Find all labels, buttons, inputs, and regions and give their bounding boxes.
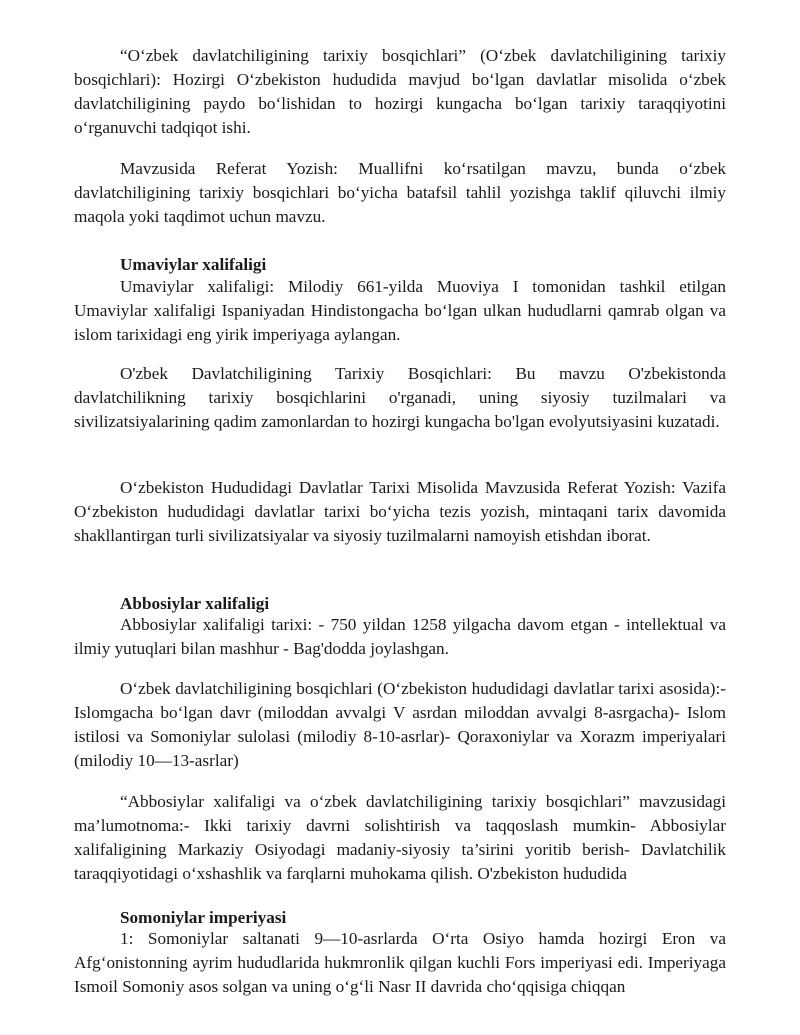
paragraph-bosqichlar: O‘zbek davlatchiligining bosqichlari (O‘zbekiston hududidagi davlatlar tarixi asosida):- Islomgacha bo‘lgan davr (miloddan avvalgi V asrdan miloddan avvalgi 8-asrgacha)- Islom istilosi va Somoniylar sulolasi (milodiy 8-10-asrlar)- Qoraxoniylar va Xorazm imperiyalari (milodiy 10—13-asrlar) — [74, 679, 726, 770]
paragraph-hududidagi-davlatlar: O‘zbekiston Hududidagi Davlatlar Tarixi Misolida Mavzusida Referat Yozish: Vazifa O‘zbekiston hududidagi davlatlar tarixi bo‘yicha tezis yozish, mintaqani tarix davomida shakllantirgan turli sivilizatsiyalar va siyosiy tuzilmalarni namoyish etishdan iborat. — [74, 478, 726, 545]
paragraph-somoniylar: 1: Somoniylar saltanati 9—10-asrlarda O‘rta Osiyo hamda hozirgi Eron va Afg‘onistonning ayrim hududlarida hukmronlik qilgan kuchli Fors imperiyasi edi. Imperiyaga Ismoil Somoniy asos solgan va uning o‘g‘li Nasr II davrida cho‘qqisiga chiqqan — [74, 929, 726, 996]
heading-abbosiylar: Abbosiylar xalifaligi — [120, 594, 270, 613]
paragraph-malumotnoma: “Abbosiylar xalifaligi va o‘zbek davlatchiligining tarixiy bosqichlari” mavzusidagi ma’lumotnoma:- Ikki tarixiy davrni solishtirish va taqqoslash mumkin- Abbosiylar xalifaligining Markaziy Osiyodagi madaniy-siyosiy ta’sirini yoritib berish- Davlatchilik taraqqiyotidagi o‘xshashlik va farqlarni muhokama qilish. O'zbekiston hududida — [74, 792, 726, 883]
paragraph-umaviylar: Umaviylar xalifaligi: Milodiy 661-yilda Muoviya I tomonidan tashkil etilgan Umaviylar xalifaligi Ispaniyadan Hindistongacha bo‘lgan ulkan hududlarni qamrab olgan va islom tarixidagi eng yirik imperiyaga aylangan. — [74, 277, 726, 344]
paragraph-abbosiylar: Abbosiylar xalifaligi tarixi: - 750 yildan 1258 yilgacha davom etgan - intellektual va ilmiy yutuqlari bilan mashhur - Bag'dodda joylashgan. — [74, 615, 726, 658]
paragraph-intro: “O‘zbek davlatchiligining tarixiy bosqichlari” (O‘zbek davlatchiligining tarixiy bosqichlari): Hozirgi O‘zbekiston hududida mavjud bo‘lgan davlatlar misolida o‘zbek davlatchiligining paydo bo‘lishidan to hozirgi kungacha bo‘lgan tarixiy taraqqiyotini o‘rganuvchi tadqiqot ishi. — [74, 46, 726, 137]
heading-somoniylar: Somoniylar imperiyasi — [120, 908, 287, 927]
heading-umaviylar: Umaviylar xalifaligi — [120, 255, 267, 274]
paragraph-referat-topic: Mavzusida Referat Yozish: Muallifni ko‘rsatilgan mavzu, bunda o‘zbek davlatchiligining tarixiy bosqichlari bo‘yicha batafsil tahlil yozishga taklif qiluvchi ilmiy maqola yoki taqdimot uchun mavzu. — [74, 159, 726, 226]
paragraph-davlatchilik-stages: O'zbek Davlatchiligining Tarixiy Bosqichlari: Bu mavzu O'zbekistonda davlatchilikning tarixiy bosqichlarini o'rganadi, uning siyosiy tuzilmalari va sivilizatsiyalarining qadim zamonlardan to hozirgi kungacha bo'lgan evolyutsiyasini kuzatadi. — [74, 364, 726, 431]
